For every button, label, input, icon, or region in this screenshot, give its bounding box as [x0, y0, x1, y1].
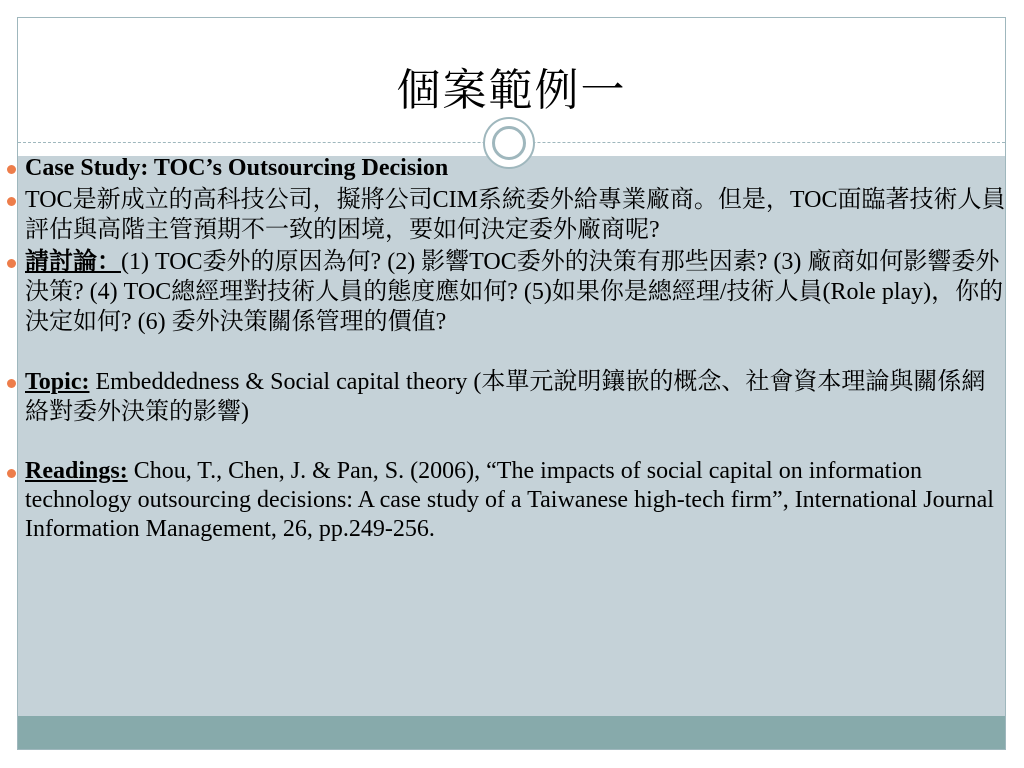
slide-title: 個案範例一: [396, 65, 627, 116]
topic-text: Embeddedness & Social capital theory (本單元說明鑲嵌的概念、社會資本理論與關係網絡對委外決策的影響): [25, 369, 986, 425]
case-study-heading: Case Study: TOC’s Outsourcing Decision: [25, 155, 449, 181]
discussion-label: 請討論：: [25, 249, 121, 275]
bullet-discussion: [0, 247, 1024, 337]
bullet-dot-icon: [7, 259, 16, 268]
readings-text: Chou, T., Chen, J. & Pan, S. (2006), “The impacts of social capital on information technology outsourcing decisions: A case study of a Taiwanese high-tech firm”, International Journal Information Management, 26, pp.249-256.: [25, 458, 994, 542]
bullet-dot-icon: [7, 197, 16, 206]
bullet-list: [0, 153, 1024, 544]
bullet-description: [0, 185, 1024, 245]
discussion-text: (1) TOC委外的原因為何? (2) 影響TOC委外的決策有那些因素? (3) 廠商如何影響委外決策? (4) TOC總經理對技術人員的態度應如何? (5)如果你是總經理/技術人員(Role play)，你的決定如何? (6) 委外決策關係管理的價值?: [25, 249, 1004, 335]
bullet-dot-icon: [7, 165, 16, 174]
readings-label: Readings:: [25, 458, 128, 484]
bullet-topic: [0, 367, 1024, 427]
bullet-readings: [0, 457, 1024, 544]
footer-band: [18, 716, 1005, 750]
bullet-case-study: [0, 153, 1024, 183]
topic-label: Topic:: [25, 369, 90, 395]
bullet-dot-icon: [7, 469, 16, 478]
description-text: TOC是新成立的高科技公司，擬將公司CIM系統委外給專業廠商。但是，TOC面臨著技術人員評估與高階主管預期不一致的困境，要如何決定委外廠商呢?: [25, 187, 1006, 243]
bullet-dot-icon: [7, 379, 16, 388]
